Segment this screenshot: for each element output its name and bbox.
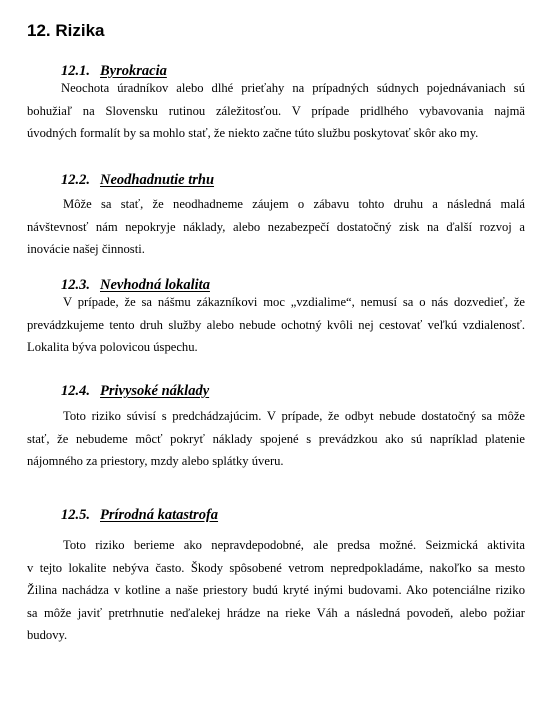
section-number: 12.3.: [61, 277, 90, 293]
paragraph-line: Toto riziko súvisí s predchádzajúcim. V prípade, že odbyt nebude dostatočný sa môže: [63, 409, 525, 423]
section-paragraph-disaster: [27, 534, 525, 647]
section-heading-costs: [61, 382, 209, 400]
paragraph-line: v tejto lokalite nebýva často. Škody spôsobené vetrom nepredpokladáme, nakoľko sa mesto: [27, 560, 525, 575]
section-paragraph-location: [27, 291, 525, 359]
section-title: Privysoké náklady: [100, 383, 210, 399]
paragraph-line: V prípade, že sa nášmu zákazníkovi moc „vzdialime“, nemusí sa o nás dozvedieť, že: [63, 295, 525, 309]
section-title: Nevhodná lokalita: [100, 277, 210, 293]
section-number: 12.1.: [61, 63, 90, 79]
paragraph-line: stať, že nebudeme môcť pokryť náklady spojené s prevádzkou ako sú napríklad platenie: [27, 431, 525, 446]
section-paragraph-market: [27, 193, 525, 261]
paragraph-line: Toto riziko berieme ako nepravdepodobné, ale predsa možné. Seizmická aktivita: [63, 538, 525, 552]
paragraph-line: Lokalita býva polovicou úspechu.: [27, 340, 198, 354]
paragraph-line: budovy.: [27, 628, 68, 642]
section-number: 12.2.: [61, 172, 90, 188]
paragraph-line: Žilina nachádza v kotline a naše priestory budú kryté inými budovami. Ako potenciálne riziko: [27, 583, 525, 597]
section-title: Prírodná katastrofa: [100, 507, 219, 523]
page-title: 12. Rizika: [27, 21, 105, 40]
section-heading-disaster: [61, 506, 218, 524]
paragraph-line: prevádzkujeme tento druh služby alebo nebude ochotný kvôli nej cestovať veľkú vzdialenosť.: [27, 317, 525, 332]
paragraph-line: úvodných formalít by sa mohlo stať, že niekto začne túto službu poskytovať skôr ako my.: [27, 126, 479, 140]
paragraph-line: bohužiaľ na Slovensku rutinou záležitosťou. V prípade pridlhého vybavovania najmä: [27, 103, 525, 118]
paragraph-line: návštevnosť nám nepokryje náklady, alebo nezabezpečí dostatočný zisk na ďalší rozvoj a: [27, 219, 525, 234]
paragraph-line: Môže sa stať, že neodhadneme záujem o zábavu tohto druhu a následná malá: [63, 197, 525, 211]
section-heading-market: [61, 171, 214, 189]
section-paragraph-bureaucracy: [27, 77, 525, 145]
paragraph-line: nájomného za priestory, mzdy alebo splátky úveru.: [27, 454, 284, 468]
section-paragraph-costs: [27, 405, 525, 473]
paragraph-line: inovácie našej činnosti.: [27, 242, 145, 256]
section-number: 12.4.: [61, 383, 90, 399]
section-title: Neodhadnutie trhu: [100, 172, 215, 188]
section-number: 12.5.: [61, 507, 90, 523]
paragraph-line: sa môže javiť pretrhnutie neďalekej hrádze na rieke Váh a následná povodeň, alebo požiar: [27, 605, 525, 620]
paragraph-line: Neochota úradníkov alebo dlhé prieťahy na prípadných súdnych pojednávaniach sú: [61, 81, 525, 95]
section-title: Byrokracia: [100, 63, 167, 79]
